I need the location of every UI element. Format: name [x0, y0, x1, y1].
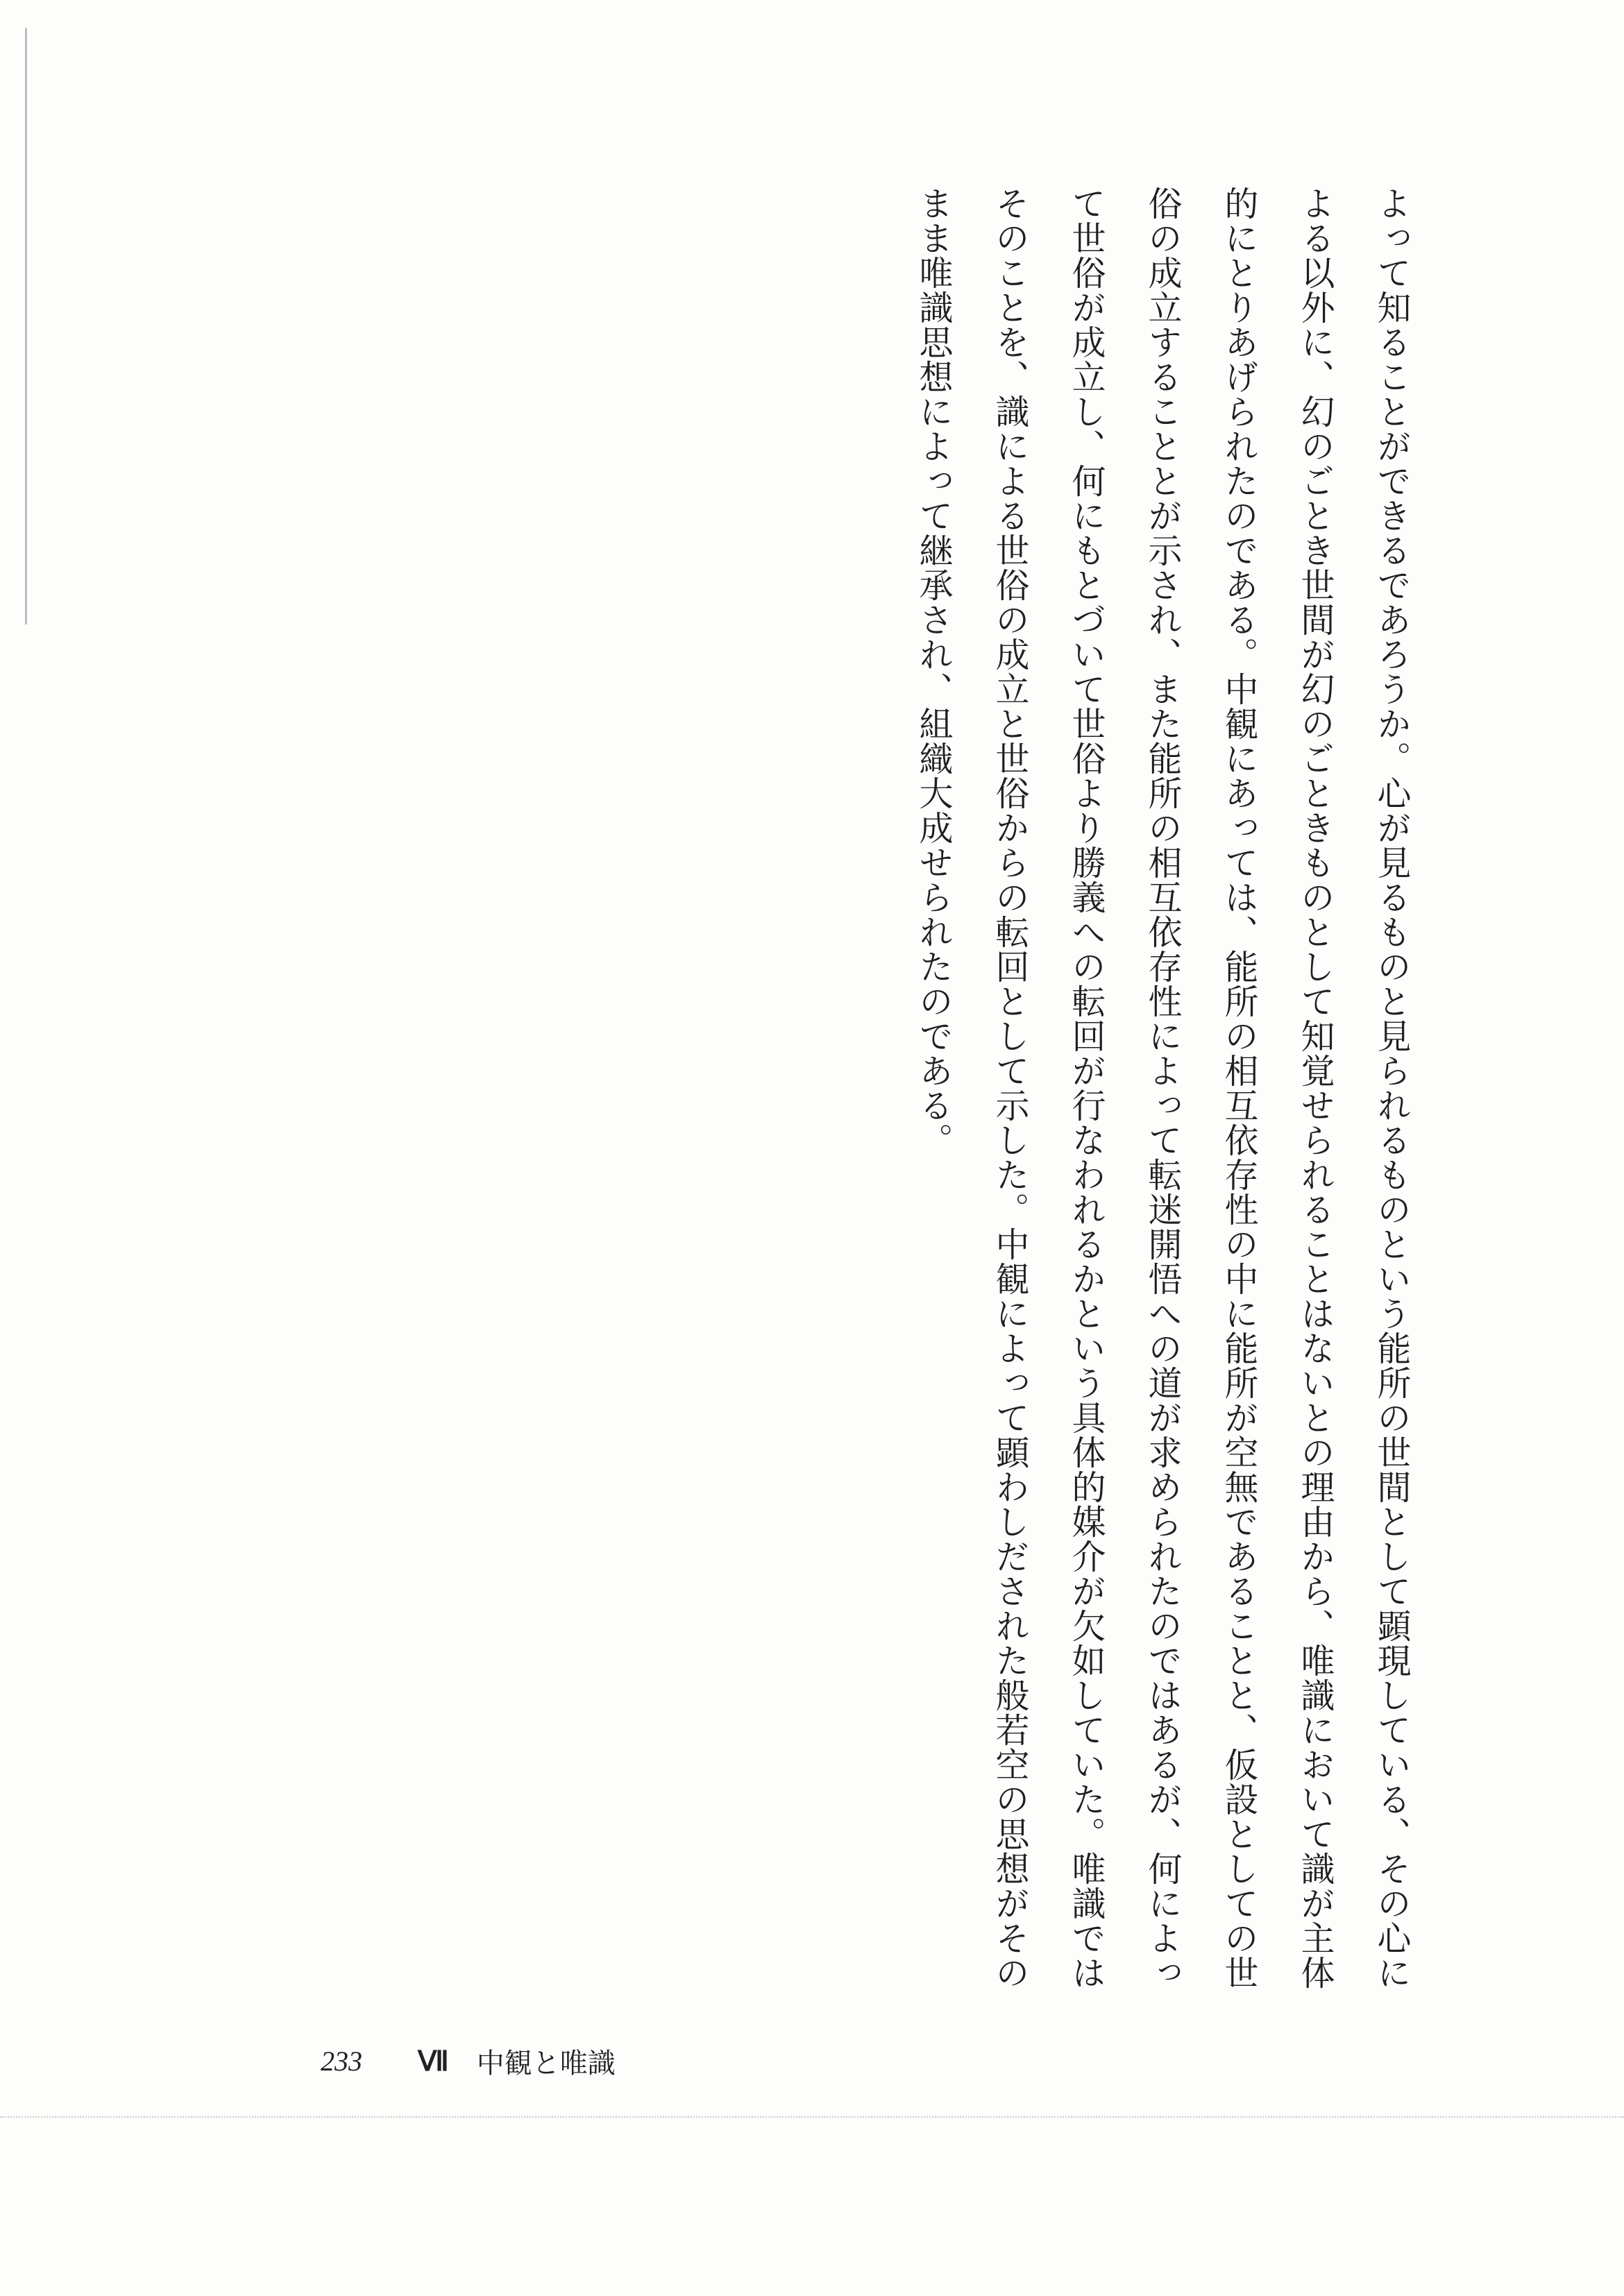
page-footer	[321, 2040, 616, 2082]
body-text	[914, 186, 1430, 1990]
text-line: まま唯識思想によって継承され、組織大成せられたのである。	[914, 186, 954, 1157]
text-line: よって知ることができるであろうか。心が見るものと見られるものという能所の世間として顕現している、その心に	[1372, 186, 1412, 1990]
chapter-title: 中観と唯識	[476, 2047, 616, 2080]
page-number: 233	[321, 2045, 362, 2077]
chapter-numeral: Ⅶ	[418, 2045, 449, 2077]
text-line: 俗の成立することとが示され、また能所の相互依存性によって転迷開悟への道が求められたのではあるが、何によっ	[1143, 186, 1183, 1990]
text-line: そのことを、識による世俗の成立と世俗からの転回として示した。中観によって顕わしだされた般若空の思想がその	[990, 186, 1030, 1990]
text-line: 的にとりあげられたのである。中観にあっては、能所の相互依存性の中に能所が空無であることと、仮設としての世	[1219, 186, 1259, 1990]
text-line: よる以外に、幻のごとき世間が幻のごときものとして知覚せられることはないとの理由から、唯識において識が主体	[1296, 186, 1335, 1990]
binding-edge-line	[25, 28, 27, 624]
footer-divider	[0, 2116, 1624, 2118]
text-line: て世俗が成立し、何にもとづいて世俗より勝義への転回が行なわれるかという具体的媒介が欠如していた。唯識では	[1067, 186, 1106, 1990]
